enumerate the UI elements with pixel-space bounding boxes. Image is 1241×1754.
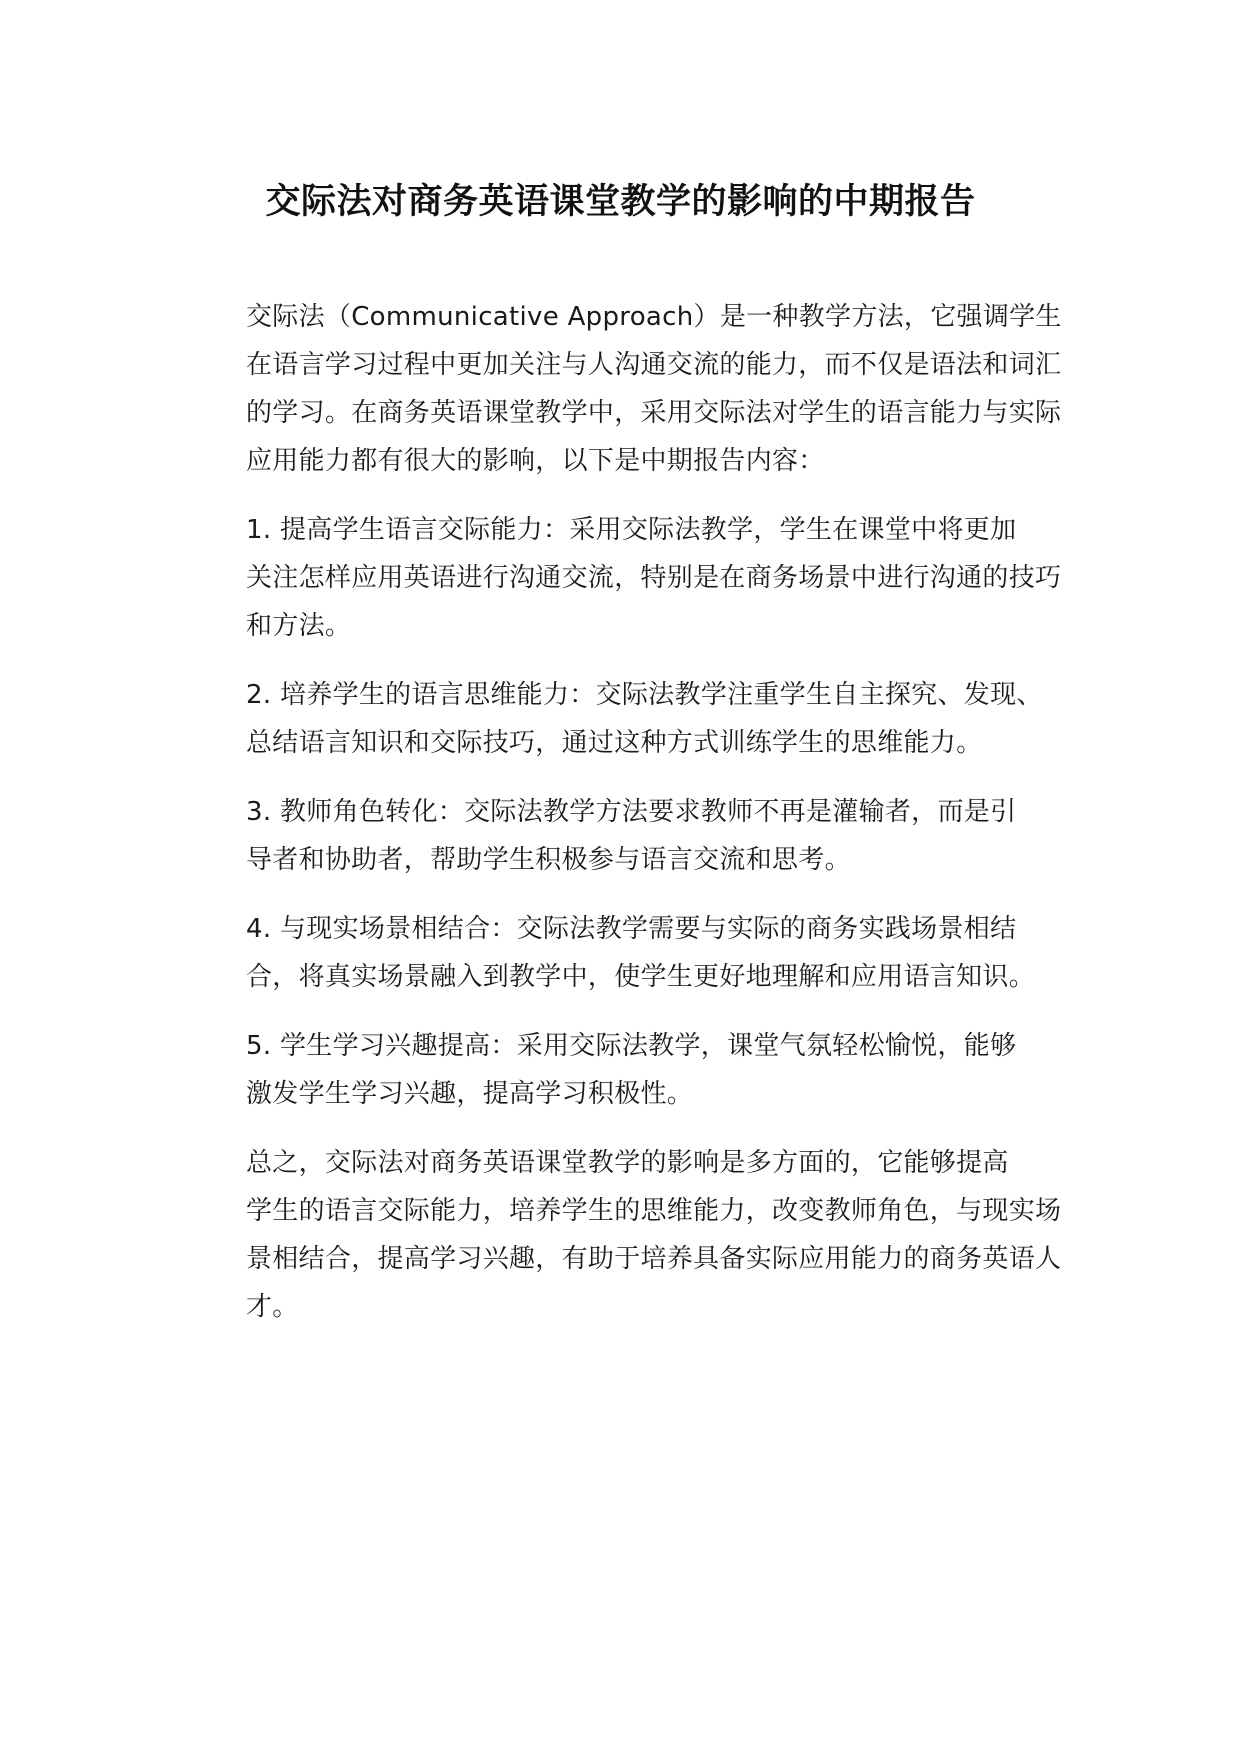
- text-line: 的学习。在商务英语课堂教学中，采用交际法对学生的语言能力与实际: [246, 398, 1062, 428]
- text-line: 1. 提高学生语言交际能力：采用交际法教学，学生在课堂中将更加: [246, 515, 1017, 545]
- text-line: 景相结合，提高学习兴趣，有助于培养具备实际应用能力的商务英语人: [246, 1244, 1062, 1274]
- text-line: 应用能力都有很大的影响，以下是中期报告内容：: [246, 446, 825, 476]
- document-body: [188, 293, 1068, 1352]
- paragraph-point-4: [188, 905, 1068, 1001]
- paragraph-point-5: [188, 1022, 1068, 1118]
- text-line: 导者和协助者，帮助学生积极参与语言交流和思考。: [246, 845, 851, 875]
- text-line: 和方法。: [246, 611, 352, 641]
- text-line: 学生的语言交际能力，培养学生的思维能力，改变教师角色，与现实场: [246, 1196, 1062, 1226]
- text-line: 交际法（Communicative Approach）是一种教学方法，它强调学生: [246, 302, 1062, 332]
- text-line: 总结语言知识和交际技巧，通过这种方式训练学生的思维能力。: [246, 728, 983, 758]
- text-line: 关注怎样应用英语进行沟通交流，特别是在商务场景中进行沟通的技巧: [246, 563, 1062, 593]
- paragraph-point-1: [188, 506, 1068, 650]
- paragraph-point-2: [188, 671, 1068, 767]
- text-line: 合，将真实场景融入到教学中，使学生更好地理解和应用语言知识。: [246, 962, 1036, 992]
- text-line: 4. 与现实场景相结合：交际法教学需要与实际的商务实践场景相结: [246, 914, 1017, 944]
- paragraph-point-3: [188, 788, 1068, 884]
- text-line: 在语言学习过程中更加关注与人沟通交流的能力，而不仅是语法和词汇: [246, 350, 1062, 380]
- paragraph-conclusion: [188, 1139, 1068, 1331]
- text-line: 才。: [246, 1292, 299, 1322]
- document-title: 交际法对商务英语课堂教学的影响的中期报告: [265, 182, 976, 222]
- text-line: 激发学生学习兴趣，提高学习积极性。: [246, 1079, 694, 1109]
- text-line: 5. 学生学习兴趣提高：采用交际法教学，课堂气氛轻松愉悦，能够: [246, 1031, 1017, 1061]
- text-line: 总之，交际法对商务英语课堂教学的影响是多方面的，它能够提高: [246, 1148, 1009, 1178]
- text-line: 2. 培养学生的语言思维能力：交际法教学注重学生自主探究、发现、: [246, 680, 1043, 710]
- text-line: 3. 教师角色转化：交际法教学方法要求教师不再是灌输者，而是引: [246, 797, 1017, 827]
- paragraph-intro: [188, 293, 1068, 485]
